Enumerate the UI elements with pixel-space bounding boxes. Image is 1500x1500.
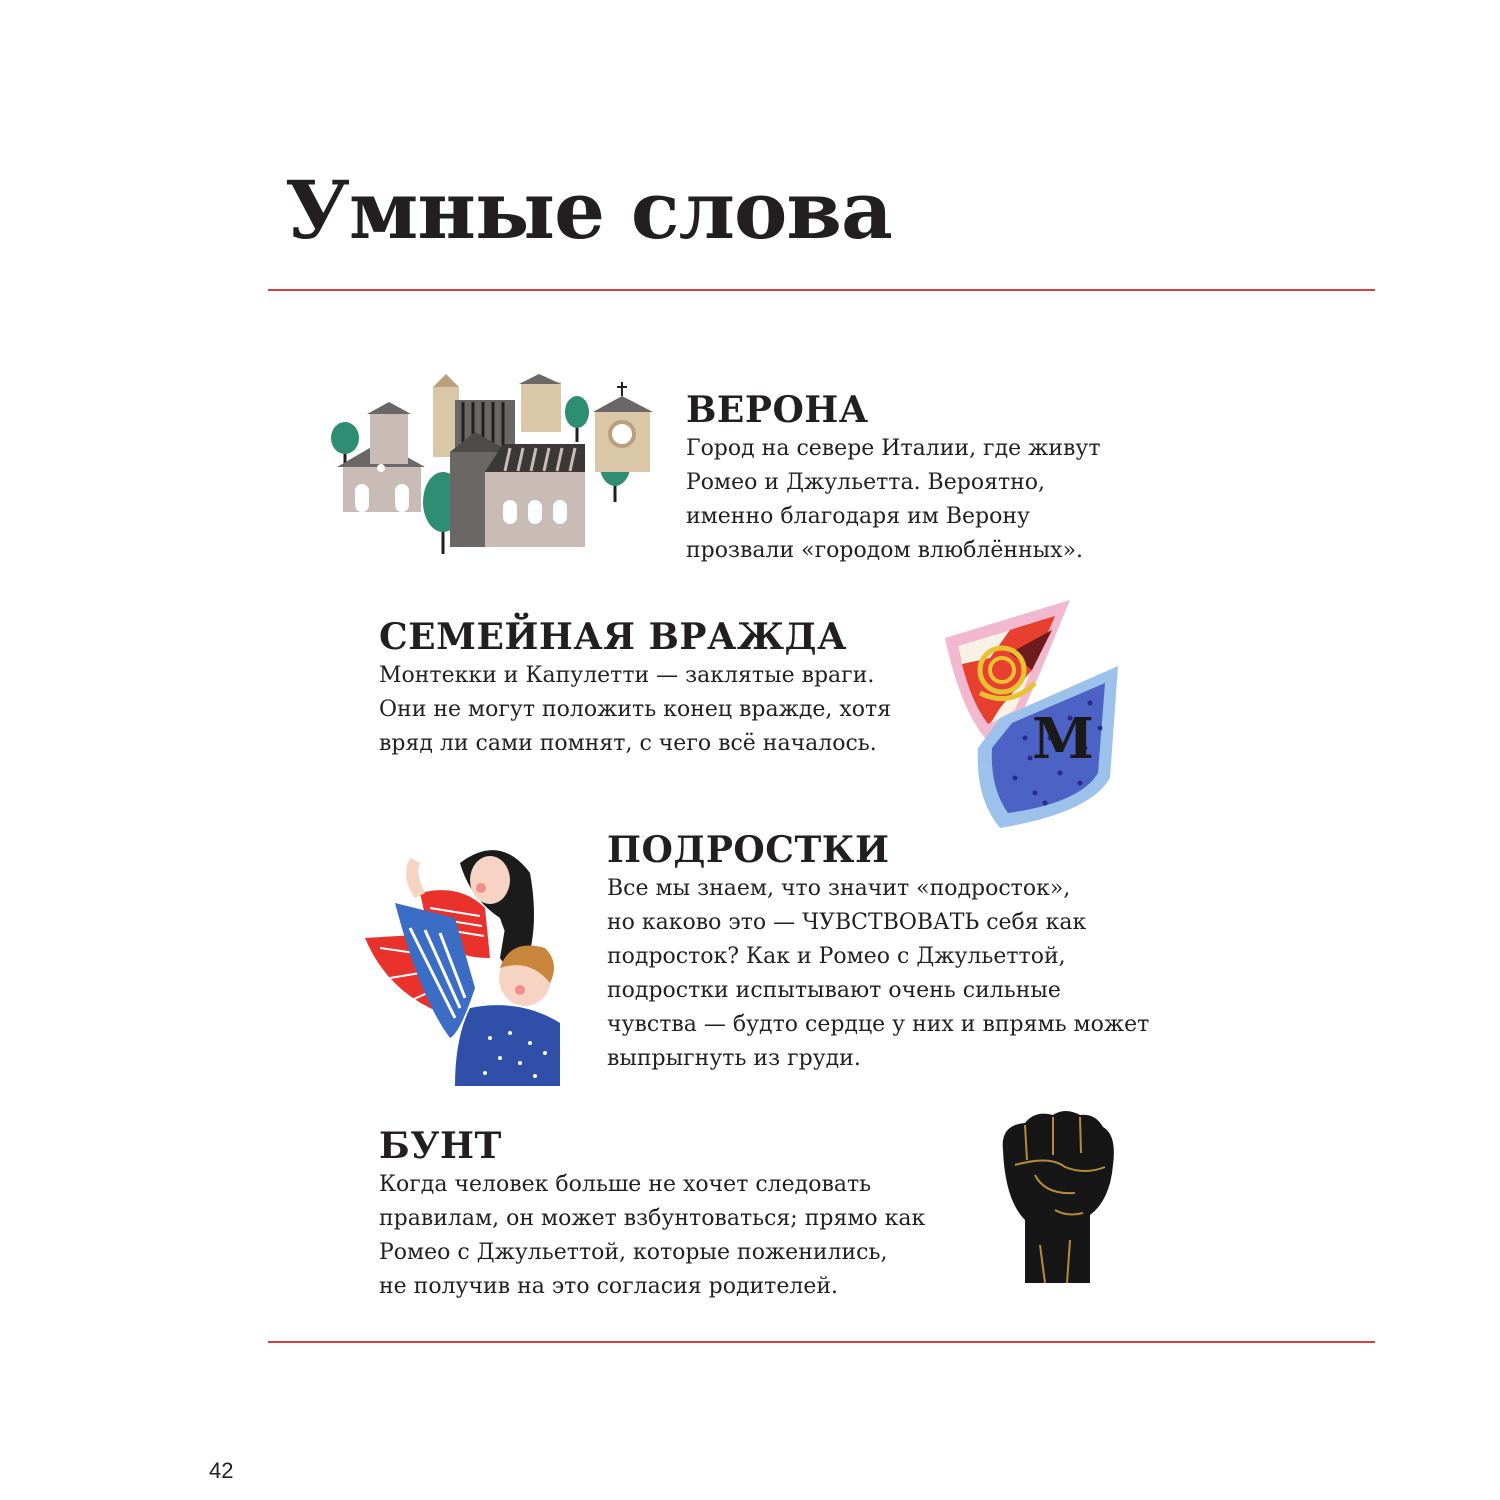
entry-term: ВЕРОНА — [686, 389, 869, 431]
entry-definition: Монтекки и Капулетти — заклятые враги. Они не могут положить конец вражде, хотя вряд ли сами помнят, с чего всё началось. — [379, 663, 892, 756]
entry-feud — [379, 617, 891, 761]
verona-town-illustration — [325, 372, 660, 560]
raised-fist-icon — [995, 1105, 1120, 1285]
broken-shields-illustration — [940, 598, 1125, 830]
entry-teenagers — [607, 830, 1149, 1076]
entry-term: БУНТ — [379, 1125, 502, 1167]
entry-term: ПОДРОСТКИ — [607, 829, 890, 871]
top-divider — [268, 289, 1375, 291]
entry-definition: Все мы знаем, что значит «подросток», но каково это — ЧУВСТВОВАТЬ себя как подросток? Как и Ромео с Джульеттой, подростки испытывают очень сильные чувства — будто сердце у них и впрямь может выпрыгнуть из груди. — [607, 876, 1150, 1071]
entry-verona — [686, 390, 1101, 568]
page-title: Умные слова — [285, 163, 892, 257]
entry-definition: Когда человек больше не хочет следовать правилам, он может взбунтоваться; прямо как Ромео с Джульеттой, которые поженились, не получив на это согласия родителей. — [379, 1172, 926, 1299]
entry-definition: Город на севере Италии, где живут Ромео и Джульетта. Вероятно, именно благодаря им Верону прозвали «городом влюблённых». — [686, 436, 1101, 563]
monogram-glyph-icon: M — [1032, 706, 1094, 772]
entry-rebellion — [379, 1126, 925, 1304]
page-number: 42 — [209, 1458, 234, 1483]
bottom-divider — [268, 1341, 1375, 1343]
entry-term: СЕМЕЙНАЯ ВРАЖДА — [379, 616, 847, 658]
romeo-juliet-illustration — [360, 838, 570, 1088]
